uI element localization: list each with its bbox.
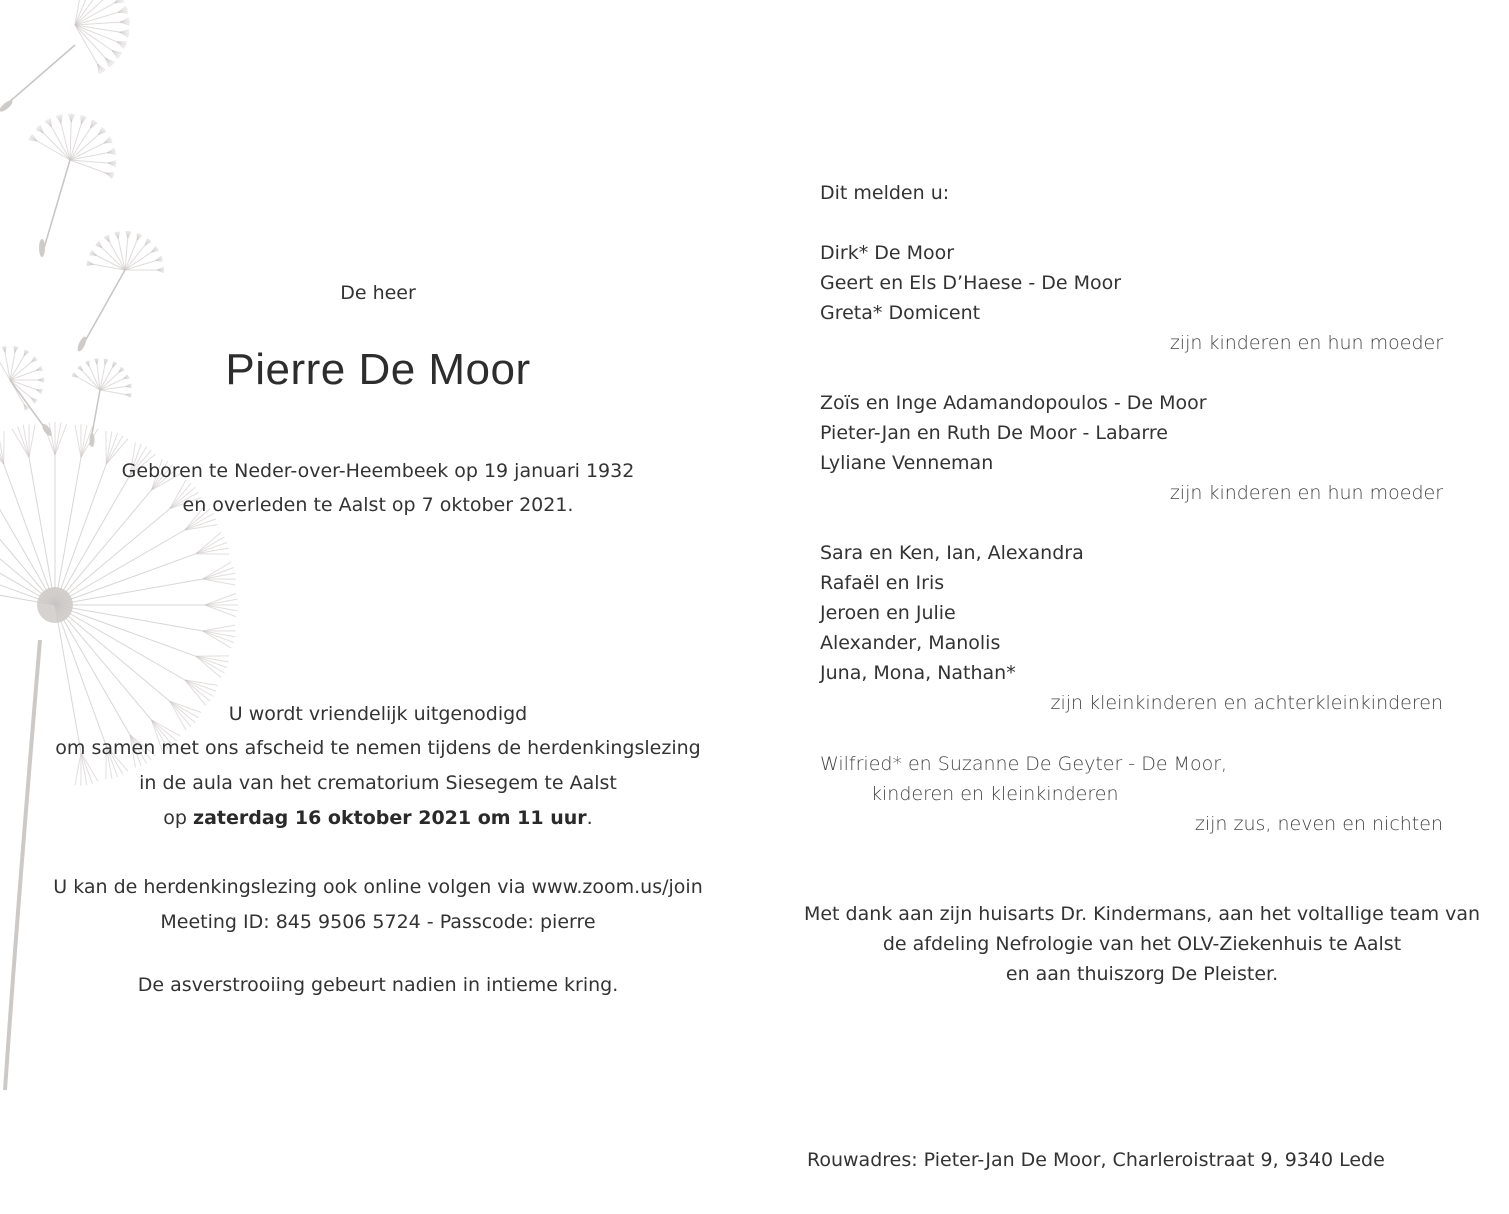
group2-name-3: Lyliane Venneman [820,452,994,474]
group3-name-4: Alexander, Manolis [820,632,1001,654]
mourning-address: Rouwadres: Pieter-Jan De Moor, Charleroistraat 9, 9340 Lede [807,1149,1385,1171]
group3-relation: zijn kleinkinderen en achterkleinkinderen [1050,692,1443,714]
birth-line: Geboren te Neder-over-Heembeek op 19 januari 1932 [121,460,635,482]
group1-relation: zijn kinderen en hun moeder [1169,332,1443,354]
thanks-line-3: en aan thuiszorg De Pleister. [1005,963,1279,985]
group3-name-1: Sara en Ken, Ian, Alexandra [820,542,1084,564]
intro: Dit melden u: [820,182,950,204]
group1-name-2: Geert en Els D’Haese - De Moor [820,272,1122,294]
invite-date-prefix: op [163,807,194,829]
invite-line-3: in de aula van het crematorium Siesegem te Aalst [139,772,617,794]
invite-line-2: om samen met ons afscheid te nemen tijdens de herdenkingslezing [55,737,701,759]
deceased-name: Pierre De Moor [225,345,531,394]
group3-name-2: Rafaël en Iris [820,572,945,594]
online-line-1: U kan de herdenkingslezing ook online volgen via www.zoom.us/join [53,876,703,898]
thanks-line-2: de afdeling Nefrologie van het OLV-Ziekenhuis te Aalst [882,933,1402,955]
group1-name-1: Dirk* De Moor [820,242,955,264]
salutation: De heer [340,282,416,304]
group1-name-3: Greta* Domicent [820,302,981,324]
group4-line-1: Wilfried* en Suzanne De Geyter - De Moor, [820,753,1228,775]
invite-line-4 [28,801,728,835]
invite-date-suffix: . [586,807,593,829]
death-line: en overleden te Aalst op 7 oktober 2021. [182,494,574,516]
group3-name-5: Juna, Mona, Nathan* [820,662,1016,684]
invite-line-1: U wordt vriendelijk uitgenodigd [228,703,528,725]
group3-name-3: Jeroen en Julie [820,602,956,624]
thanks-line-1: Met dank aan zijn huisarts Dr. Kindermans, aan het voltallige team van [803,903,1481,925]
dandelion-illustration [0,0,300,1214]
group2-relation: zijn kinderen en hun moeder [1169,482,1443,504]
group4-line-2: kinderen en kleinkinderen [871,783,1119,805]
invite-date: zaterdag 16 oktober 2021 om 11 uur [193,807,587,829]
ashes-line: De asverstrooiing gebeurt nadien in intieme kring. [137,974,619,996]
group4-relation: zijn zus, neven en nichten [1194,813,1443,835]
online-line-2: Meeting ID: 845 9506 5724 - Passcode: pierre [160,911,596,933]
group2-name-1: Zoïs en Inge Adamandopoulos - De Moor [820,392,1207,414]
group2-name-2: Pieter-Jan en Ruth De Moor - Labarre [820,422,1168,444]
